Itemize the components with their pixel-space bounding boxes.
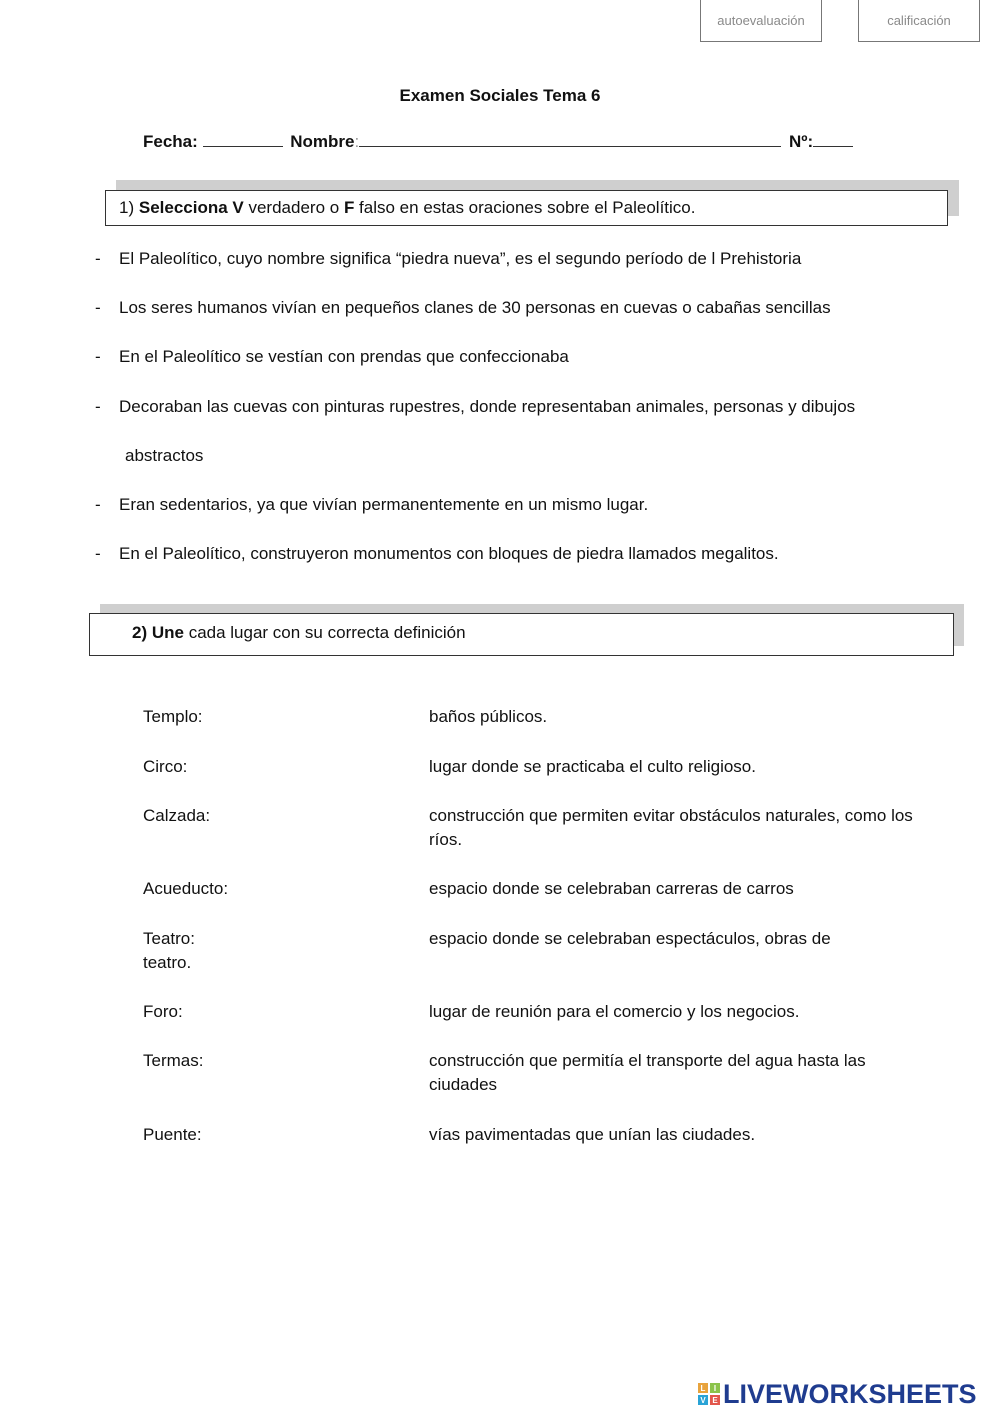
statement-text: Eran sedentarios, ya que vivían permanentemente en un mismo lugar. — [119, 495, 649, 514]
name-label: Nombre — [290, 132, 355, 151]
dash: - — [95, 298, 101, 317]
logo-letter: L — [698, 1383, 708, 1393]
date-field[interactable] — [203, 133, 283, 147]
place-item[interactable]: Acueducto: — [143, 879, 229, 898]
statement-text: El Paleolítico, cuyo nombre significa “piedra nueva”, es el segundo período de l Prehistoria — [119, 249, 802, 268]
definition-item[interactable]: espacio donde se celebraban espectáculos, obras de — [429, 929, 831, 948]
place-item[interactable]: Templo: — [143, 707, 203, 726]
place-continuation: teatro. — [143, 953, 192, 972]
logo-grid-icon — [698, 1383, 720, 1405]
logo-letter: I — [710, 1383, 720, 1393]
exam-title: Examen Sociales Tema 6 — [399, 86, 601, 105]
instruction-text-2: falso en estas oraciones sobre el Paleolítico. — [354, 198, 696, 217]
instruction-text-1: verdadero o — [243, 198, 344, 217]
place-item[interactable]: Teatro: — [143, 929, 195, 948]
statement-text: En el Paleolítico se vestían con prendas que confeccionaba — [119, 347, 569, 366]
statement-continuation: abstractos — [125, 446, 204, 465]
statement-item[interactable] — [95, 397, 855, 417]
statement-text: Los seres humanos vivían en pequeños clanes de 30 personas en cuevas o cabañas sencillas — [119, 298, 831, 317]
section2-instruction — [89, 613, 954, 656]
date-label: Fecha: — [143, 132, 198, 151]
statement-item[interactable] — [95, 544, 779, 564]
dash: - — [95, 249, 101, 268]
definition-item[interactable]: espacio donde se celebraban carreras de carros — [429, 879, 794, 898]
grade-box: calificación — [858, 0, 980, 42]
logo-text: LIVEWORKSHEETS — [723, 1378, 977, 1409]
statement-text: En el Paleolítico, construyeron monumentos con bloques de piedra llamados megalitos. — [119, 544, 779, 563]
section1-number: 1) — [119, 198, 135, 217]
place-item[interactable]: Foro: — [143, 1002, 183, 1021]
name-field[interactable] — [359, 133, 781, 147]
statement-item[interactable] — [95, 347, 569, 367]
dash: - — [95, 495, 101, 514]
dash: - — [95, 397, 101, 416]
self-evaluation-box: autoevaluación — [700, 0, 822, 42]
definition-item[interactable]: construcción que permitía el transporte del agua hasta las ciudades — [429, 1051, 866, 1094]
logo-letter: E — [710, 1395, 720, 1405]
place-item[interactable]: Puente: — [143, 1125, 202, 1144]
f-text: F — [343, 198, 355, 217]
statement-item[interactable] — [95, 495, 648, 515]
place-item[interactable]: Circo: — [143, 757, 188, 776]
statement-item[interactable] — [95, 298, 831, 318]
name-colon: : — [354, 132, 360, 151]
dash: - — [95, 347, 101, 366]
section1-instruction — [105, 190, 948, 226]
dash: - — [95, 544, 101, 563]
une-text: 2) Une — [132, 623, 184, 642]
definition-item[interactable]: lugar de reunión para el comercio y los negocios. — [429, 1002, 800, 1021]
number-label: Nº: — [788, 132, 814, 151]
place-item[interactable]: Termas: — [143, 1051, 204, 1070]
section2-text: cada lugar con su correcta definición — [183, 623, 466, 642]
definition-item[interactable]: lugar donde se practicaba el culto religioso. — [429, 757, 756, 776]
student-header — [143, 132, 853, 152]
statement-item[interactable] — [95, 249, 801, 269]
statement-text: Decoraban las cuevas con pinturas rupestres, donde representaban animales, personas y dibujos — [119, 397, 856, 416]
liveworksheets-logo — [698, 1380, 977, 1408]
place-item[interactable]: Calzada: — [143, 806, 211, 825]
select-v-text: Selecciona V — [138, 198, 244, 217]
definition-item[interactable]: baños públicos. — [429, 707, 548, 726]
logo-letter: V — [698, 1395, 708, 1405]
definition-item[interactable]: construcción que permiten evitar obstáculos naturales, como los ríos. — [429, 806, 913, 849]
number-field[interactable] — [813, 133, 853, 147]
definition-item[interactable]: vías pavimentadas que unían las ciudades. — [429, 1125, 756, 1144]
